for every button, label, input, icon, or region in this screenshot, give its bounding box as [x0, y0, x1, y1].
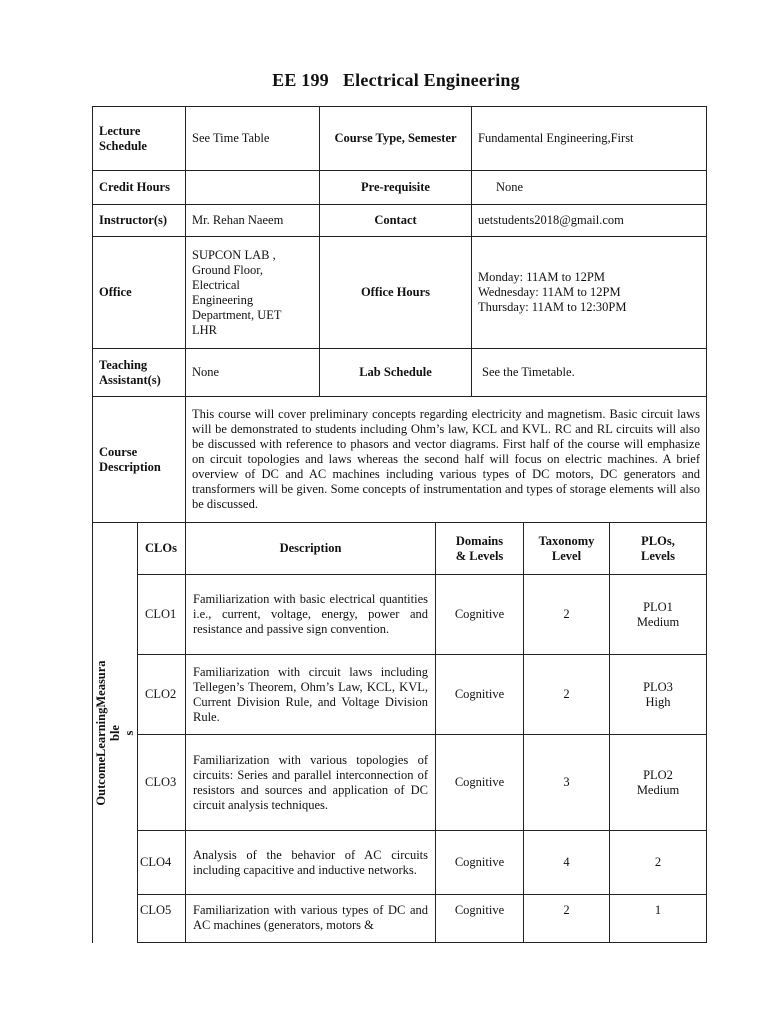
clo-id: CLO5	[138, 895, 186, 943]
office-label: Office	[93, 237, 186, 349]
office-hours-label: Office Hours	[320, 237, 472, 349]
contact-label: Contact	[320, 205, 472, 237]
clo-plo: PLO1 Medium	[610, 575, 707, 655]
lab-schedule-label: Lab Schedule	[320, 349, 472, 397]
clo-plo: PLO3 High	[610, 655, 707, 735]
clo-description: Familiarization with circuit laws including Tellegen’s Theorem, Ohm’s Law, KCL, KVL, Current Division Rule, and Voltage Division Rule.	[186, 655, 436, 735]
clo-domain: Cognitive	[436, 575, 524, 655]
credit-hours-label: Credit Hours	[93, 171, 186, 205]
clo-domain: Cognitive	[436, 735, 524, 831]
course-type-label: Course Type, Semester	[320, 107, 472, 171]
clo-id: CLO4	[138, 831, 186, 895]
page-title: EE 199 Electrical Engineering	[272, 70, 520, 90]
header-domains: Domains & Levels	[436, 523, 524, 575]
table-row	[93, 735, 707, 831]
clo-domain: Cognitive	[436, 655, 524, 735]
course-description-value: This course will cover preliminary concepts regarding electricity and magnetism. Basic circuit laws will be demonstrated to students including Ohm’s law, KCL and KVL. RC and RL circuits will also be discussed with reference to phasors and vector diagrams. First half of the course will emphasize on circuit topologies and laws whereas the second half will focus on electric machines. A brief overview of DC and AC machines including various types of DC motors, DC generators and transformers will be given. Some concepts of instrumentation and types of storage elements will also be discussed.	[186, 397, 707, 523]
clo-taxonomy: 2	[524, 575, 610, 655]
prerequisite-value: None	[472, 171, 707, 205]
clo-plo: 1	[610, 895, 707, 943]
header-plos: PLOs, Levels	[610, 523, 707, 575]
instructor-label: Instructor(s)	[93, 205, 186, 237]
table-row	[93, 237, 707, 349]
clo-taxonomy: 2	[524, 655, 610, 735]
clo-description: Familiarization with various topologies of circuits: Series and parallel interconnection of resistors and sources and application of DC circuit analysis techniques.	[186, 735, 436, 831]
clo-header-row	[93, 523, 707, 575]
header-clos: CLOs	[138, 523, 186, 575]
clo-table	[92, 522, 707, 943]
lab-schedule-value: See the Timetable.	[472, 349, 707, 397]
clo-description: Familiarization with various types of DC and AC machines (generators, motors &	[186, 895, 436, 943]
clo-taxonomy: 4	[524, 831, 610, 895]
clo-id: CLO2	[138, 655, 186, 735]
course-type-value: Fundamental Engineering,First	[472, 107, 707, 171]
header-description: Description	[186, 523, 436, 575]
outcome-side-label: OutcomeLearningMeasura ble s	[94, 660, 136, 806]
course-info-table	[92, 106, 707, 523]
office-hours-value: Monday: 11AM to 12PM Wednesday: 11AM to 12PM Thursday: 11AM to 12:30PM	[472, 237, 707, 349]
table-row	[93, 655, 707, 735]
table-row	[93, 205, 707, 237]
table-row	[93, 171, 707, 205]
clo-description: Familiarization with basic electrical quantities i.e., current, voltage, energy, power and resistance and passive sign convention.	[186, 575, 436, 655]
clo-description: Analysis of the behavior of AC circuits including capacitive and inductive networks.	[186, 831, 436, 895]
course-description-label: Course Description	[93, 397, 186, 523]
contact-value: uetstudents2018@gmail.com	[472, 205, 707, 237]
instructor-value: Mr. Rehan Naeem	[186, 205, 320, 237]
table-row	[93, 895, 707, 943]
office-value: SUPCON LAB , Ground Floor, Electrical Engineering Department, UET LHR	[186, 237, 320, 349]
clo-id: CLO1	[138, 575, 186, 655]
ta-label: Teaching Assistant(s)	[93, 349, 186, 397]
header-taxonomy: Taxonomy Level	[524, 523, 610, 575]
table-row	[93, 349, 707, 397]
table-row	[93, 831, 707, 895]
clo-plo: 2	[610, 831, 707, 895]
clo-taxonomy: 2	[524, 895, 610, 943]
table-row	[93, 397, 707, 523]
clo-plo: PLO2 Medium	[610, 735, 707, 831]
prerequisite-label: Pre-requisite	[320, 171, 472, 205]
table-row	[93, 107, 707, 171]
lecture-schedule-value: See Time Table	[186, 107, 320, 171]
outcome-side-label-cell	[93, 523, 138, 943]
clo-id: CLO3	[138, 735, 186, 831]
ta-value: None	[186, 349, 320, 397]
table-row	[93, 575, 707, 655]
clo-domain: Cognitive	[436, 831, 524, 895]
clo-taxonomy: 3	[524, 735, 610, 831]
lecture-schedule-label: Lecture Schedule	[93, 107, 186, 171]
credit-hours-value	[186, 171, 320, 205]
clo-domain: Cognitive	[436, 895, 524, 943]
